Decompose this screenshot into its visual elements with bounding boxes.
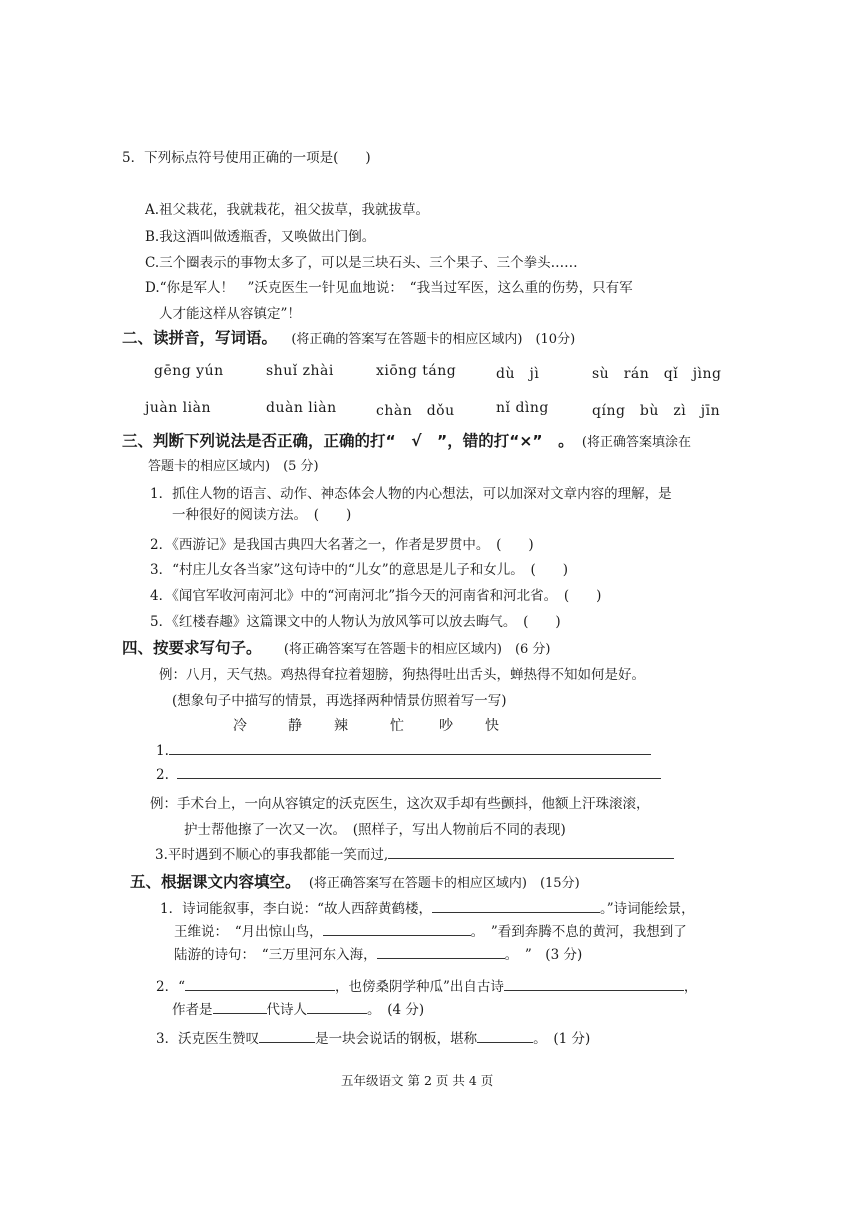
fill-q1-text-c: 王维说： “月出惊山鸟， <box>174 924 323 940</box>
fill-q2-text-b: ，也傍桑阴学种瓜”出自古诗 <box>335 979 504 995</box>
pinyin-5: sù rán qǐ jìng <box>592 366 722 382</box>
answer-line-2 <box>156 766 661 783</box>
pinyin-4: dù jì <box>496 366 540 382</box>
sentence-q3-text: 3.平时遇到不顺心的事我都能一笑而过, <box>155 847 389 863</box>
sentence-q3 <box>155 843 674 863</box>
fill-q3-line <box>156 1027 590 1047</box>
fill-q2-text-e: 代诗人 <box>266 1002 307 1018</box>
fill-q3-text-b: 是一块会说话的钢板，堪称 <box>315 1031 478 1047</box>
fill-q1-blank-1[interactable] <box>432 900 600 913</box>
fill-q3-blank-2[interactable] <box>477 1030 533 1043</box>
question-5-stem: 5．下列标点符号使用正确的一项是( ) <box>122 150 371 166</box>
pinyin-8: chàn dǒu <box>376 403 455 419</box>
section-3-note-continued: 答题卡的相应区域内) (5 分) <box>148 459 319 474</box>
fill-q2-line1 <box>156 975 697 995</box>
word-6: 快 <box>485 718 499 734</box>
pinyin-6: juàn liàn <box>145 400 211 416</box>
answer-line-1-label: 1. <box>156 743 169 759</box>
q5-option-d: D.“你是军人！ ”沃克医生一针见血地说： “我当过军医，这么重的伤势，只有军 <box>145 280 633 296</box>
pinyin-9: nǐ dìng <box>496 400 549 416</box>
instruction: (想象句子中描写的情景，再选择两种情景仿照着写一写) <box>172 693 507 709</box>
fill-q1-blank-3[interactable] <box>377 946 505 959</box>
judge-item-1-continued: 一种很好的阅读方法。 ( ) <box>172 507 352 523</box>
example-2: 例：手术台上，一向从容镇定的沃克医生，这次双手却有些颤抖，他额上汗珠滚滚， <box>150 796 650 812</box>
word-1: 冷 <box>233 718 247 734</box>
section-2-title: 二、读拼音，写词语。 <box>122 329 278 347</box>
fill-q1-text-a: 1．诗词能叙事，李白说：“故人西辞黄鹤楼， <box>160 901 432 917</box>
fill-q2-blank-1[interactable] <box>185 978 335 991</box>
section-2-note: (将正确的答案写在答题卡的相应区域内) (10分) <box>291 332 576 347</box>
section-4-note: (将正确答案写在答题卡的相应区域内) (6 分) <box>283 642 551 657</box>
fill-q2-blank-4[interactable] <box>307 1001 367 1014</box>
fill-q2-blank-2[interactable] <box>504 978 684 991</box>
fill-q2-line2 <box>172 998 424 1018</box>
section-2-heading <box>122 326 575 348</box>
fill-q2-text-a: 2．“ <box>156 979 185 995</box>
judge-item-4: 4．《闻官军收河南河北》中的“河南河北”指今天的河南省和河北省。 ( ) <box>150 588 602 604</box>
q5-option-b: B.我这酒叫做透瓶香，又唤做出门倒。 <box>145 229 376 245</box>
answer-blank-1[interactable] <box>169 742 651 755</box>
judge-item-3: 3．“村庄儿女各当家”这句诗中的“儿女”的意思是儿子和女儿。 ( ) <box>150 562 568 578</box>
sentence-q3-blank[interactable] <box>388 846 674 859</box>
section-5-note: (将正确答案写在答题卡的相应区域内) (15分) <box>308 876 580 891</box>
fill-q1-text-d: 。 ”看到奔腾不息的黄河，我想到了 <box>470 924 687 940</box>
q5-option-d-continued: 人才能这样从容镇定”！ <box>159 306 301 322</box>
answer-line-2-label: 2. <box>156 767 169 783</box>
fill-q1-text-f: 。 ” (3 分) <box>504 947 583 963</box>
fill-q2-text-f: 。 (4 分) <box>367 1002 425 1018</box>
word-3: 辣 <box>334 718 348 734</box>
example-1: 例：八月，天气热。鸡热得耷拉着翅膀，狗热得吐出舌头，蝉热得不知如何是好。 <box>159 667 645 683</box>
word-5: 吵 <box>439 718 453 734</box>
word-2: 静 <box>288 718 302 734</box>
judge-item-5: 5．《红楼春趣》这篇课文中的人物认为放风筝可以放去晦气。 ( ) <box>150 614 561 630</box>
judge-item-2: 2．《西游记》是我国古典四大名著之一，作者是罗贯中。 ( ) <box>150 537 534 553</box>
page-footer: 五年级语文 第 2 页 共 4 页 <box>341 1073 494 1088</box>
fill-q2-blank-3[interactable] <box>213 1001 267 1014</box>
judge-item-1: 1．抓住人物的语言、动作、神态体会人物的内心想法，可以加深对文章内容的理解，是 <box>150 486 672 502</box>
section-3-note: (将正确答案填涂在 <box>581 435 691 450</box>
pinyin-1: gēng yún <box>154 363 224 379</box>
fill-q3-text-a: 3．沃克医生赞叹 <box>156 1031 260 1047</box>
fill-q1-line3 <box>174 943 582 963</box>
answer-line-1 <box>156 742 651 759</box>
fill-q1-line1 <box>160 897 695 917</box>
section-4-heading <box>122 636 551 658</box>
q5-option-a: A.祖父栽花，我就栽花，祖父拔草，我就拔草。 <box>145 202 430 218</box>
example-2-continued: 护士帮他擦了一次又一次。 (照样子，写出人物前后不同的表现) <box>184 822 566 838</box>
fill-q2-text-d: 作者是 <box>172 1002 213 1018</box>
q5-option-c: C.三个圈表示的事物太多了，可以是三块石头、三个果子、三个拳头…… <box>145 255 578 271</box>
section-4-title: 四、按要求写句子。 <box>122 639 262 657</box>
word-4: 忙 <box>390 718 404 734</box>
section-5-title: 五、根据课文内容填空。 <box>130 873 301 891</box>
pinyin-7: duàn liàn <box>266 400 337 416</box>
fill-q1-text-b: 。”诗词能绘景， <box>600 901 695 917</box>
fill-q2-text-c: ， <box>683 979 698 995</box>
fill-q1-line2 <box>174 920 687 940</box>
answer-blank-2[interactable] <box>177 766 661 779</box>
fill-q3-blank-1[interactable] <box>259 1030 315 1043</box>
fill-q1-blank-2[interactable] <box>323 923 471 936</box>
pinyin-2: shuǐ zhài <box>266 363 334 379</box>
section-3-heading <box>122 429 691 451</box>
pinyin-10: qíng bù zì jīn <box>592 403 721 419</box>
section-5-heading <box>130 870 580 892</box>
fill-q1-text-e: 陆游的诗句： “三万里河东入海， <box>174 947 377 963</box>
fill-q3-text-c: 。 (1 分) <box>533 1031 591 1047</box>
pinyin-3: xiōng táng <box>376 363 457 379</box>
section-3-title: 三、判断下列说法是否正确，正确的打“ √ ”，错的打“×” 。 <box>122 432 574 450</box>
